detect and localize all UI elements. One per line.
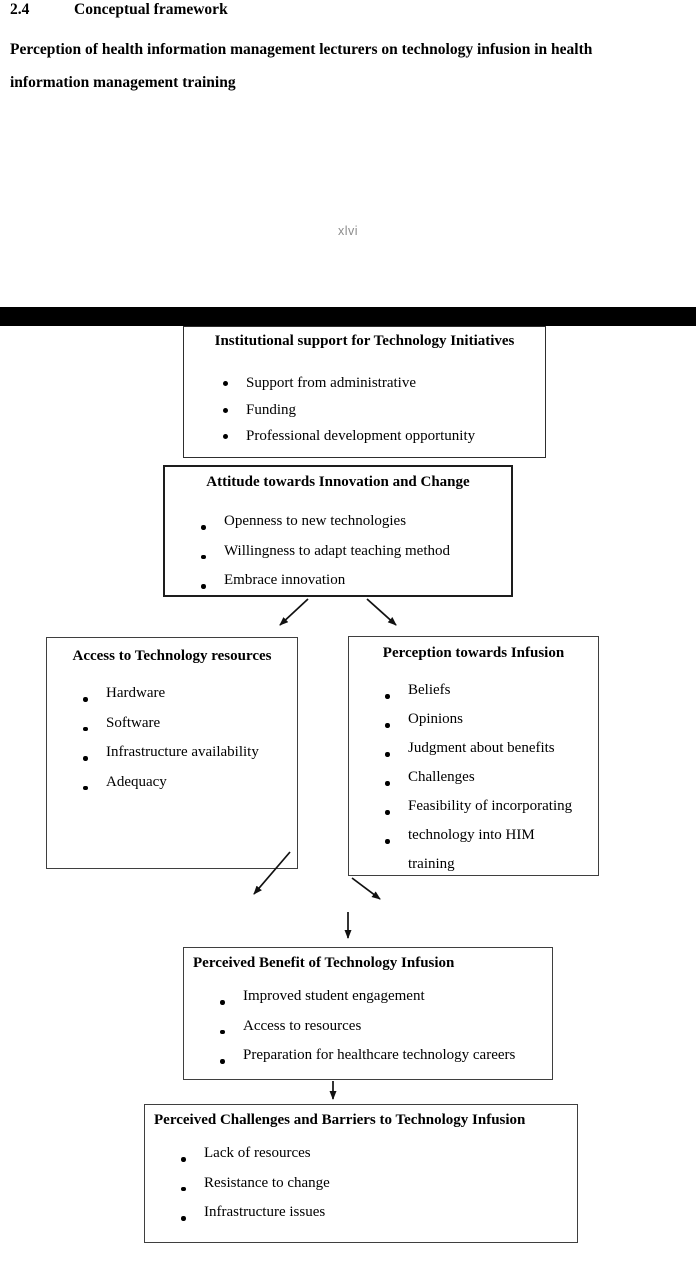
bullet-item (47, 738, 297, 768)
page-number: xlvi (337, 224, 359, 238)
bullet-text: Challenges (408, 769, 475, 785)
bullet-icon (181, 1216, 186, 1221)
bullet-icon (201, 525, 206, 530)
bullet-item (145, 1198, 577, 1228)
box-title: Institutional support for Technology Initiatives (214, 333, 515, 349)
bullet-item (349, 676, 598, 705)
framework-subtitle-line1: Perception of health information management lecturers on technology infusion in health (10, 41, 593, 58)
bullet-item (349, 763, 598, 792)
bullet-icon (385, 781, 390, 786)
bullet-icon (385, 723, 390, 728)
bullet-list (165, 507, 511, 596)
bullet-icon (220, 1059, 225, 1064)
bullet-list (184, 370, 545, 450)
box-access-resources (46, 637, 298, 869)
bullet-text: Preparation for healthcare technology careers (243, 1047, 516, 1063)
bullet-text: Resistance to change (204, 1174, 330, 1191)
section-title: Conceptual framework (74, 1, 228, 18)
arrow-down-right-icon (352, 878, 380, 899)
bullet-text: Openness to new technologies (224, 513, 407, 529)
bullet-text: Lack of resources (204, 1145, 311, 1161)
bullet-item-continuation (349, 850, 598, 879)
bullet-text: Hardware (106, 685, 166, 701)
bullet-icon (385, 694, 390, 699)
bullet-item (145, 1139, 577, 1169)
box-institutional-support (183, 326, 546, 458)
box-title: Perceived Benefit of Technology Infusion (193, 955, 455, 971)
section-heading (10, 1, 228, 19)
bullet-icon (83, 786, 88, 791)
bullet-item (349, 734, 598, 763)
arrow-down-right-icon (367, 599, 396, 625)
bullet-icon (223, 434, 228, 439)
bullet-text: Professional development opportunity (246, 428, 476, 444)
bullet-icon (220, 1000, 225, 1005)
bullet-text: Judgment about benefits (408, 740, 555, 756)
box-title: Perceived Challenges and Barriers to Technology Infusion (154, 1112, 526, 1128)
section-number: 2.4 (10, 1, 30, 18)
bullet-item (349, 705, 598, 734)
page-break-bar (0, 307, 696, 326)
bullet-text: Software (106, 714, 161, 731)
bullet-text: Embrace innovation (224, 572, 346, 588)
bullet-icon (385, 839, 390, 844)
box-perceived-benefit (183, 947, 553, 1080)
bullet-icon (181, 1187, 186, 1192)
framework-subtitle-line2: information management training (10, 74, 236, 91)
bullet-item (184, 423, 545, 450)
bullet-text: Support from administrative (246, 375, 416, 391)
bullet-icon (181, 1157, 186, 1162)
box-perceived-challenges (144, 1104, 578, 1243)
bullet-icon (223, 408, 228, 413)
arrow-down-left-icon (280, 599, 308, 625)
bullet-text: Beliefs (408, 682, 451, 698)
bullet-item (165, 537, 511, 567)
bullet-text: Funding (246, 401, 297, 418)
bullet-text: technology into HIM (408, 827, 535, 843)
bullet-item (165, 566, 511, 596)
box-title: Attitude towards Innovation and Change (206, 474, 470, 490)
bullet-item (349, 821, 598, 850)
bullet-item (184, 1012, 552, 1042)
bullet-item (184, 397, 545, 424)
bullet-icon (83, 756, 88, 761)
bullet-item (47, 709, 297, 739)
bullet-text: Improved student engagement (243, 988, 425, 1004)
bullet-item (47, 768, 297, 798)
bullet-text: Infrastructure availability (106, 744, 259, 760)
bullet-icon (385, 810, 390, 815)
box-title: Access to Technology resources (72, 648, 272, 664)
bullet-item (184, 982, 552, 1012)
box-perception-infusion (348, 636, 599, 876)
bullet-text: Feasibility of incorporating (408, 798, 573, 814)
bullet-item (47, 679, 297, 709)
bullet-list (47, 679, 297, 797)
bullet-text: Opinions (408, 711, 464, 727)
bullet-icon (83, 727, 88, 732)
bullet-item (184, 370, 545, 397)
bullet-list (349, 676, 598, 879)
bullet-text: Adequacy (106, 773, 167, 790)
bullet-text: Infrastructure issues (204, 1204, 326, 1220)
bullet-item (165, 507, 511, 537)
bullet-icon (201, 555, 206, 560)
bullet-icon (223, 381, 228, 386)
bullet-list (184, 982, 552, 1071)
bullet-list (145, 1139, 577, 1228)
box-title: Perception towards Infusion (382, 645, 565, 661)
bullet-item (349, 792, 598, 821)
bullet-item (184, 1041, 552, 1071)
bullet-icon (83, 697, 88, 702)
bullet-icon (385, 752, 390, 757)
bullet-icon (201, 584, 206, 589)
bullet-item (145, 1169, 577, 1199)
bullet-text: Access to resources (243, 1017, 362, 1034)
bullet-icon (220, 1030, 225, 1035)
bullet-text: Willingness to adapt teaching method (224, 542, 451, 559)
box-attitude-innovation (163, 465, 513, 597)
bullet-text: training (408, 856, 455, 872)
